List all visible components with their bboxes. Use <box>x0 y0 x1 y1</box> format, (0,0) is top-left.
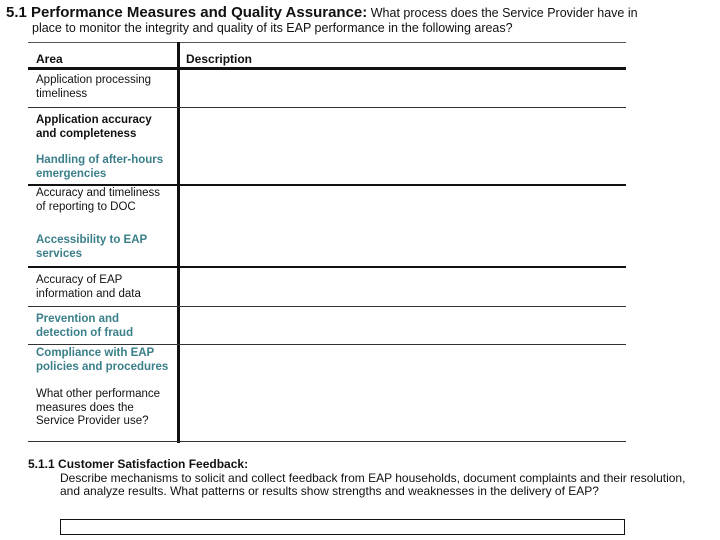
row-area-cell: Compliance with EAP policies and procedures <box>36 347 169 373</box>
row-area-cell: Accuracy of EAP information and data <box>36 274 141 300</box>
row-area-cell: Handling of after-hours emergencies <box>36 154 164 180</box>
performance-table <box>28 42 626 443</box>
row-area-cell: Application processing timeliness <box>36 74 152 100</box>
row-separator <box>28 306 626 307</box>
table-header-divider <box>28 67 626 70</box>
row-area-cell: Prevention and detection of fraud <box>36 313 134 339</box>
row-separator <box>28 344 626 345</box>
row-area-cell: Application accuracy and completeness <box>36 114 152 140</box>
row-area-cell: Accuracy and timeliness of reporting to DOC <box>36 187 160 213</box>
row-separator <box>28 266 626 268</box>
row-area-cell: What other performance measures does the Service Provider use? <box>36 388 161 427</box>
section-title: 5.1 Performance Measures and Quality Assurance: <box>6 4 368 21</box>
section-question-line2: place to monitor the integrity and quality of its EAP performance in the following areas? <box>32 21 513 35</box>
row-area-cell: Accessibility to EAP services <box>36 234 147 260</box>
header-description: Description <box>186 52 253 66</box>
section-question-line1: What process does the Service Provider have in <box>370 6 638 20</box>
section-header <box>6 5 696 36</box>
feedback-answer-field[interactable] <box>60 519 625 535</box>
row-separator <box>28 107 626 108</box>
subsection <box>28 458 688 498</box>
table-column-divider <box>177 42 180 443</box>
header-area: Area <box>36 52 63 66</box>
table-header-row <box>28 43 626 68</box>
subsection-title: 5.1.1 Customer Satisfaction Feedback: <box>28 457 249 471</box>
table-bottom-border <box>28 441 626 442</box>
subsection-description: Describe mechanisms to solicit and collect feedback from EAP households, document complaints and their resolution, and analyze results. What patterns or results show strengths and weaknesses in the delivery of EAP? <box>60 471 686 498</box>
row-separator <box>28 184 626 186</box>
